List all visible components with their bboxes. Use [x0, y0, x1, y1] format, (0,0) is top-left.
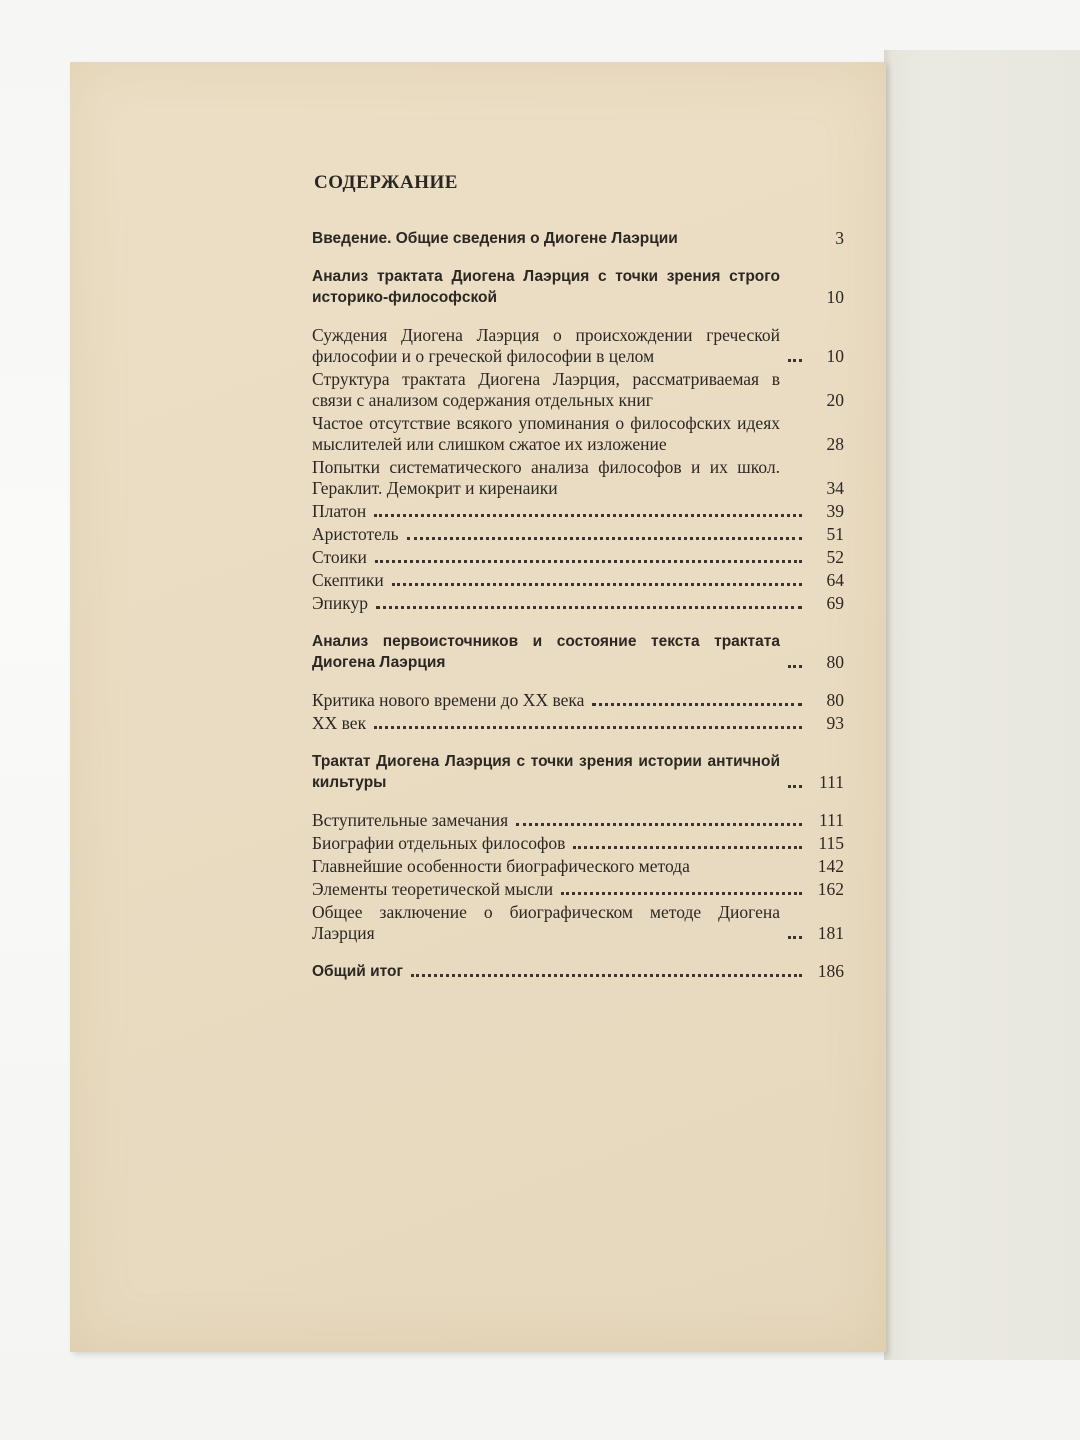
toc-entry-page: 93	[826, 713, 844, 733]
toc-entry-page: 142	[817, 856, 844, 876]
toc-entry-title: XX век	[312, 713, 367, 733]
dot-leader	[788, 403, 802, 406]
toc-entry-title: Трактат Диогена Лаэрция с точки зрения истории античной кильтуры	[312, 753, 780, 791]
toc-entry-title: Суждения Диогена Лаэрция о происхождении греческой философии и о греческой философии в целом	[312, 325, 780, 366]
toc-entry-page: 80	[826, 652, 844, 672]
dot-leader	[788, 785, 802, 788]
toc-entry	[312, 228, 844, 249]
toc-entry-page: 51	[826, 524, 844, 544]
toc-entry	[312, 547, 844, 568]
dot-leader	[407, 537, 802, 540]
toc-entry-page: 10	[826, 346, 844, 366]
toc-entry-title: Введение. Общие сведения о Диогене Лаэрции	[312, 230, 678, 247]
toc-entry	[312, 961, 844, 982]
toc-entry	[312, 593, 844, 614]
dot-leader	[392, 583, 802, 586]
toc-entry	[312, 902, 844, 944]
dot-leader	[592, 703, 802, 706]
dot-leader	[411, 974, 802, 977]
toc-entry-title: Скептики	[312, 570, 384, 590]
table-of-contents	[312, 228, 844, 984]
toc-entry	[312, 713, 844, 734]
toc-entry-title: Платон	[312, 501, 367, 521]
toc-entry-title: Аристотель	[312, 524, 399, 544]
dot-leader	[788, 491, 802, 494]
toc-entry-page: 111	[819, 772, 844, 792]
toc-entry-title: Частое отсутствие всякого упоминания о философских идеях мыслителей или слишком сжатое их изложение	[312, 413, 780, 454]
dot-leader	[686, 241, 802, 244]
toc-entry-page: 34	[826, 478, 844, 498]
toc-entry-page: 181	[817, 923, 844, 943]
toc-entry	[312, 570, 844, 591]
toc-entry-title: Попытки систематического анализа философов и их школ. Гераклит. Демокрит и киренаики	[312, 457, 780, 498]
toc-entry	[312, 369, 844, 411]
toc-entry-page: 186	[817, 961, 844, 981]
toc-entry-title: Стоики	[312, 547, 367, 567]
dot-leader	[573, 846, 802, 849]
toc-entry-title: Биографии отдельных философов	[312, 833, 566, 853]
toc-entry	[312, 690, 844, 711]
dot-leader	[698, 869, 802, 872]
toc-entry-page: 162	[817, 879, 844, 899]
toc-entry-title: Общее заключение о биографическом методе Диогена Лаэрция	[312, 902, 780, 943]
toc-entry-title: Главнейшие особенности биографического метода	[312, 856, 690, 876]
toc-entry	[312, 501, 844, 522]
toc-entry-page: 3	[835, 228, 844, 248]
dot-leader	[376, 606, 802, 609]
toc-entry-page: 69	[826, 593, 844, 613]
toc-entry-page: 39	[826, 501, 844, 521]
toc-entry-title: Анализ первоисточников и состояние текста трактата Диогена Лаэрция	[312, 633, 780, 671]
toc-entry-page: 20	[826, 390, 844, 410]
toc-entry	[312, 413, 844, 455]
toc-entry-title: Общий итог	[312, 963, 403, 980]
dot-leader	[561, 892, 802, 895]
toc-entry-page: 115	[818, 833, 844, 853]
toc-title: СОДЕРЖАНИЕ	[314, 172, 458, 193]
toc-entry-title: Критика нового времени до XX века	[312, 690, 585, 710]
toc-entry-title: Анализ трактата Диогена Лаэрция с точки зрения строго историко-философской	[312, 268, 780, 306]
toc-entry-title: Вступительные замечания	[312, 810, 509, 830]
toc-entry-page: 10	[826, 287, 844, 307]
dot-leader	[788, 665, 802, 668]
toc-entry-title: Элементы теоретической мысли	[312, 879, 554, 899]
toc-entry	[312, 833, 844, 854]
adjacent-page	[884, 50, 1080, 1360]
toc-entry	[312, 751, 844, 793]
toc-entry-page: 52	[826, 547, 844, 567]
toc-entry	[312, 325, 844, 367]
toc-entry	[312, 879, 844, 900]
dot-leader	[374, 726, 802, 729]
dot-leader	[516, 823, 802, 826]
dot-leader	[788, 447, 802, 450]
dot-leader	[788, 936, 802, 939]
toc-entry	[312, 631, 844, 673]
toc-entry	[312, 524, 844, 545]
toc-entry-title: Структура трактата Диогена Лаэрция, рассматриваемая в связи с анализом содержания отдельных книг	[312, 369, 780, 410]
toc-entry-title: Эпикур	[312, 593, 369, 613]
dot-leader	[375, 560, 802, 563]
dot-leader	[374, 514, 802, 517]
toc-entry	[312, 457, 844, 499]
toc-entry-page: 111	[819, 810, 844, 830]
dot-leader	[788, 359, 802, 362]
toc-entry-page: 64	[826, 570, 844, 590]
toc-entry-page: 80	[826, 690, 844, 710]
toc-entry-page: 28	[826, 434, 844, 454]
toc-entry	[312, 266, 844, 308]
dot-leader	[788, 300, 802, 303]
toc-entry	[312, 856, 844, 877]
toc-entry	[312, 810, 844, 831]
